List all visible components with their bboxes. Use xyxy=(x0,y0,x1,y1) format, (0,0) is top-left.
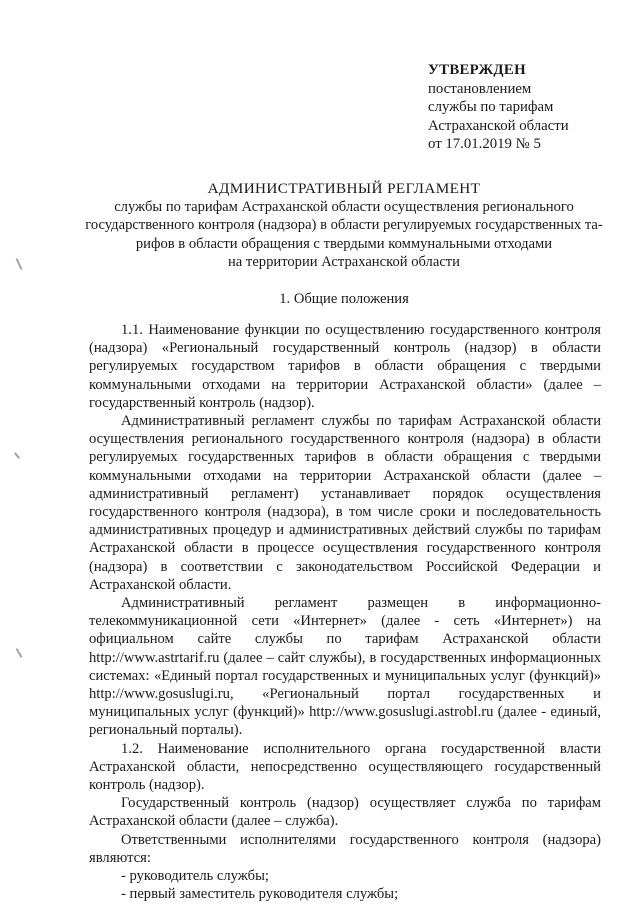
paragraph: 1.2. Наименование исполнительного органа государственной власти Астраханской области, непосредственно осуществляющего государственный контроль (надзор). xyxy=(89,740,601,794)
paragraph: Государственный контроль (надзор) осуществляет служба по тарифам Астраханской области (далее – служба). xyxy=(89,795,601,830)
document-title: АДМИНИСТРАТИВНЫЙ РЕГЛАМЕНТ xyxy=(207,180,481,197)
paragraph: 1.1. Наименование функции по осуществлению государственного контроля (надзора) «Региональный государственный контроль (надзор) в области регулируемых государством тарифов в области обращения с твердыми коммунальными отходами на территории Астраханской области» (далее – государственный контроль (надзор). xyxy=(89,322,601,411)
document-subtitle-line: на территории Астраханской области xyxy=(228,253,460,270)
approval-date-number: от 17.01.2019 № 5 xyxy=(428,136,541,153)
approval-line: постановлением xyxy=(428,80,532,97)
document-subtitle-line: службы по тарифам Астраханской области осуществления регионального xyxy=(114,199,574,216)
paragraph: Ответственными исполнителями государственного контроля (надзора) являются: xyxy=(89,831,601,866)
approval-stamp xyxy=(428,61,628,154)
scan-mark xyxy=(16,258,23,270)
paragraph: Административный регламент службы по тарифам Астраханской области осуществления регионального государственного контроля (надзора) в области регулируемых государственных тарифов в области обращения с твердыми коммунальными отходами на территории Астраханской области (далее – административный регламент) устанавливает порядок осуществления государственного контроля (надзора), в том числе сроки и последовательность административных процедур и административных действий службы по тарифам Астраханской области в процессе осуществления государственного контроля (надзора) в соответствии с законодательством Российской Федерации и Астраханской области. xyxy=(89,413,601,593)
section-heading: 1. Общие положения xyxy=(279,291,409,307)
list-item: - руководитель службы; xyxy=(121,868,269,885)
paragraph: Административный регламент размещен в информационно-телекоммуникационной сети «Интернет» (далее - сеть «Интернет») на официальном сайте службы по тарифам Астраханской области http://www.astrtarif.ru (далее – сайт службы), в государственных информационных системах: «Единый портал государственных и муниципальных услуг (функций)» http://www.gosuslugi.ru, «Региональный портал государственных и муниципальных услуг (функций)» http://www.gosuslugi.astrobl.ru (далее - единый, региональный порталы). xyxy=(89,595,601,739)
scan-mark xyxy=(16,648,23,658)
approval-heading: УТВЕРЖДЕН xyxy=(428,62,526,78)
document-subtitle-line: государственного контроля (надзора) в области регулируемых государственных та- xyxy=(85,217,603,234)
document-body xyxy=(89,321,601,904)
approval-line: Астраханской области xyxy=(428,117,569,134)
document-title-block xyxy=(70,180,618,271)
scan-mark xyxy=(14,452,20,459)
approval-line: службы по тарифам xyxy=(428,99,554,116)
document-subtitle-line: рифов в области обращения с твердыми коммунальными отходами xyxy=(135,235,553,252)
list-item: - первый заместитель руководителя службы; xyxy=(121,886,399,903)
